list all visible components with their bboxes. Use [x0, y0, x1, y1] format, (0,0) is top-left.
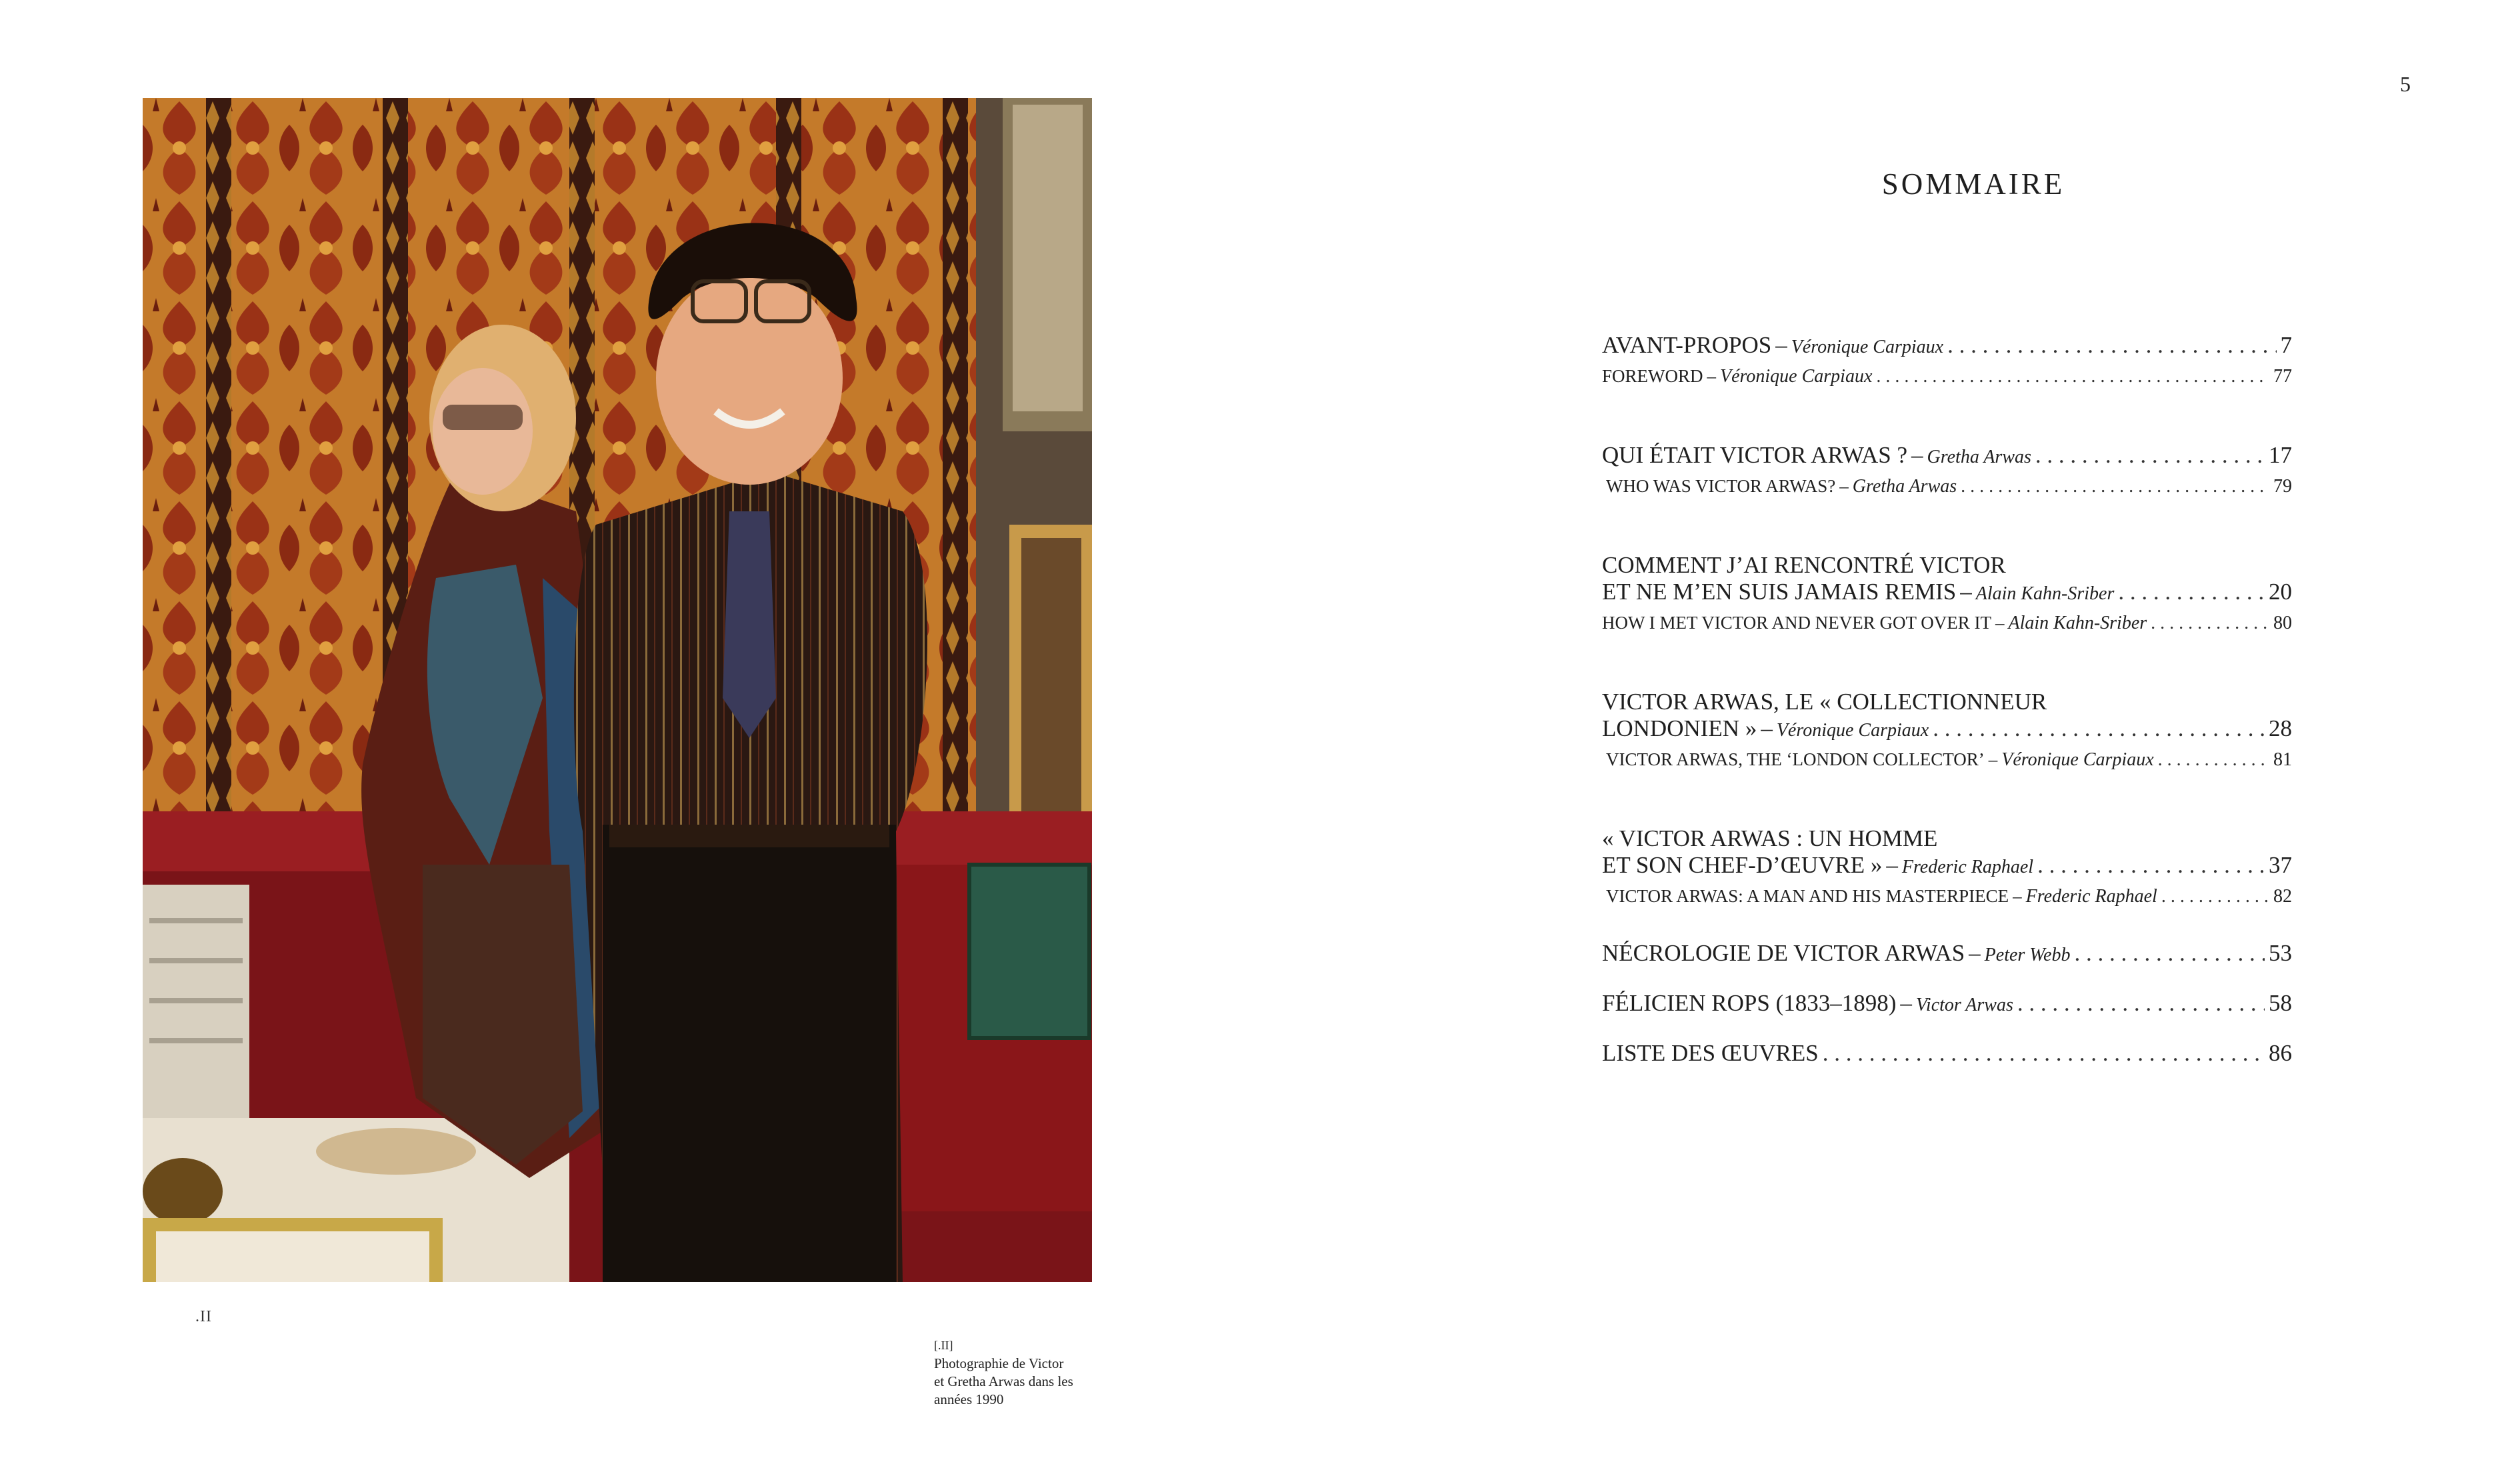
toc-entry-page: 53 — [2269, 940, 2292, 966]
caption-line: et Gretha Arwas dans les — [934, 1373, 1073, 1389]
toc-title: SOMMAIRE — [1881, 167, 2065, 201]
toc-leader — [1933, 715, 2265, 742]
toc-entry-page: 79 — [2273, 476, 2292, 497]
toc-entry[interactable] — [1602, 442, 2292, 502]
toc-entry-title: LONDONIEN » – Véronique Carpiaux — [1602, 715, 1929, 741]
toc-entry-page: 58 — [2269, 990, 2292, 1016]
toc-entry-author: Frederic Raphael — [1901, 857, 2034, 877]
toc-line-fr[interactable] — [1602, 579, 2292, 607]
toc-entry-title: VICTOR ARWAS: A MAN AND HIS MASTERPIECE – Frederic Raphael — [1606, 886, 2157, 907]
toc-entry-title-line: « VICTOR ARWAS : UN HOMME — [1602, 825, 1938, 851]
toc-entry-author: Frederic Raphael — [2025, 886, 2157, 907]
caption-ref: [.II] — [934, 1339, 953, 1352]
toc-line-fr[interactable] — [1602, 332, 2292, 361]
toc-line-en[interactable] — [1602, 361, 2292, 392]
photo-illustration — [143, 98, 1092, 1282]
table-of-contents — [1602, 332, 2292, 1067]
toc-entry-title: FOREWORD – Véronique Carpiaux — [1602, 366, 1873, 387]
caption-line: années 1990 — [934, 1391, 1004, 1407]
toc-line-fr[interactable] — [1602, 852, 2292, 881]
toc-entry-page: 81 — [2273, 749, 2292, 770]
toc-entry-author: Alain Kahn-Sriber — [2008, 613, 2147, 633]
toc-leader — [2161, 881, 2269, 912]
toc-line-en[interactable] — [1602, 744, 2292, 775]
toc-entry-author: Véronique Carpiaux — [1776, 720, 1929, 741]
toc-entry-page: 37 — [2269, 852, 2292, 878]
caption-line: Photographie de Victor — [934, 1355, 1064, 1371]
photo-caption — [934, 1337, 1134, 1409]
plate-reference: .II — [195, 1308, 212, 1325]
toc-entry-page: 28 — [2269, 715, 2292, 741]
toc-entry-title: VICTOR ARWAS, THE ‘LONDON COLLECTOR’ – Véronique Carpiaux — [1606, 749, 2154, 770]
toc-entry-title: WHO WAS VICTOR ARWAS? – Gretha Arwas — [1606, 476, 1957, 497]
toc-leader — [2118, 579, 2265, 605]
toc-leader — [1947, 332, 2276, 359]
toc-entry-page: 80 — [2273, 613, 2292, 633]
toc-leader — [2158, 745, 2269, 775]
toc-entry-title: HOW I MET VICTOR AND NEVER GOT OVER IT – Alain Kahn-Sriber — [1602, 613, 2147, 633]
toc-leader — [1823, 1040, 2265, 1067]
toc-entry-page: 86 — [2269, 1040, 2292, 1066]
toc-entry-title-line: VICTOR ARWAS, LE « COLLECTIONNEUR — [1602, 689, 2047, 715]
toc-line-en[interactable] — [1602, 471, 2292, 502]
toc-entry-page: 82 — [2273, 886, 2292, 907]
toc-line-fr[interactable] — [1602, 715, 2292, 744]
toc-entry-author: Véronique Carpiaux — [1791, 337, 1944, 357]
toc-leader — [2035, 442, 2265, 469]
toc-leader — [2037, 852, 2265, 879]
toc-leader — [1961, 471, 2269, 502]
toc-entry-title: ET SON CHEF-D’ŒUVRE » – Frederic Raphael — [1602, 852, 2034, 878]
toc-line-en[interactable] — [1602, 881, 2292, 912]
toc-leader — [1876, 361, 2269, 392]
toc-line-fr[interactable] — [1602, 1040, 2292, 1067]
toc-entry-title: QUI ÉTAIT VICTOR ARWAS ? – Gretha Arwas — [1602, 442, 2031, 468]
toc-entry-title: AVANT-PROPOS – Véronique Carpiaux — [1602, 332, 1944, 358]
toc-entry-author: Véronique Carpiaux — [1720, 366, 1873, 387]
toc-entry[interactable] — [1602, 689, 2292, 775]
toc-leader — [2017, 990, 2265, 1017]
photograph — [143, 98, 1092, 1282]
toc-entry[interactable] — [1602, 990, 2292, 1019]
toc-entry-title: NÉCROLOGIE DE VICTOR ARWAS – Peter Webb — [1602, 940, 2071, 966]
toc-line-fr[interactable] — [1602, 442, 2292, 471]
toc-leader — [2075, 940, 2265, 967]
toc-entry-author: Gretha Arwas — [1927, 447, 2031, 467]
toc-entry[interactable] — [1602, 1040, 2292, 1067]
toc-entry-author: Véronique Carpiaux — [2001, 749, 2154, 770]
toc-entry-page: 17 — [2269, 442, 2292, 468]
toc-entry[interactable] — [1602, 552, 2292, 639]
toc-entry-author: Peter Webb — [1984, 945, 2071, 965]
toc-entry-title: ET NE M’EN SUIS JAMAIS REMIS – Alain Kahn-Sriber — [1602, 579, 2115, 605]
toc-line-fr[interactable] — [1602, 990, 2292, 1019]
toc-entry[interactable] — [1602, 332, 2292, 392]
toc-entry-title-line: COMMENT J’AI RENCONTRÉ VICTOR — [1602, 552, 2006, 578]
toc-entry-title: FÉLICIEN ROPS (1833–1898) – Victor Arwas — [1602, 990, 2013, 1016]
toc-entry-page: 7 — [2280, 332, 2292, 358]
toc-line-en[interactable] — [1602, 607, 2292, 639]
toc-entry-author: Victor Arwas — [1915, 995, 2013, 1015]
toc-entry[interactable] — [1602, 940, 2292, 969]
toc-entry-title: LISTE DES ŒUVRES — [1602, 1040, 1819, 1066]
toc-entry-author: Gretha Arwas — [1852, 476, 1957, 497]
toc-entry-page: 20 — [2269, 579, 2292, 605]
page-number: 5 — [2400, 72, 2411, 96]
toc-entry-page: 77 — [2273, 366, 2292, 387]
toc-entry[interactable] — [1602, 825, 2292, 912]
toc-leader — [2151, 608, 2269, 639]
toc-line-fr[interactable] — [1602, 940, 2292, 969]
toc-entry-author: Alain Kahn-Sriber — [1975, 583, 2115, 604]
